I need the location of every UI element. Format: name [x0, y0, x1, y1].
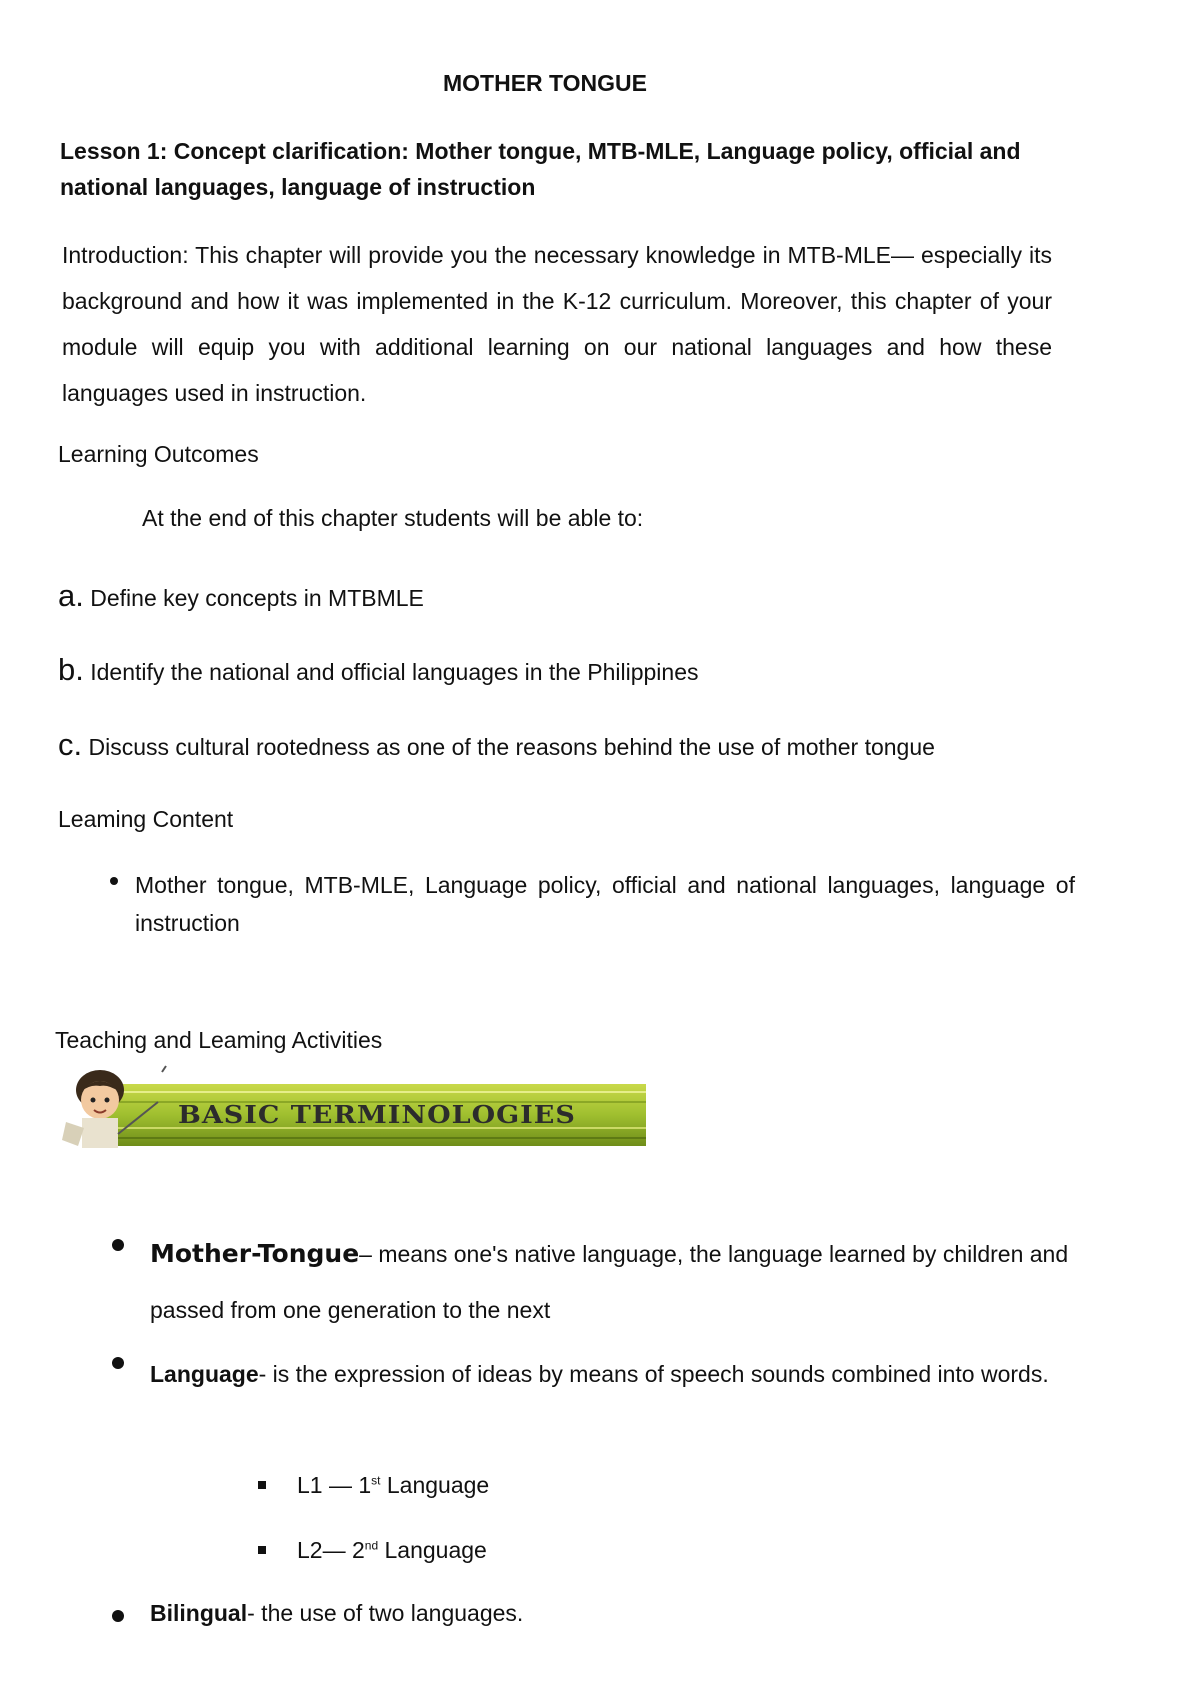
- bullet-icon: [110, 877, 118, 885]
- outcome-text: Define key concepts in MTBMLE: [83, 585, 424, 611]
- learning-content-heading: Leaming Content: [58, 806, 234, 832]
- outcome-text: Discuss cultural rootedness as one of the reasons behind the use of mother tongue: [82, 734, 935, 760]
- basic-terminologies-banner: [58, 1062, 648, 1152]
- bullet-icon: [112, 1610, 124, 1622]
- outcomes-intro: At the end of this chapter students will be able to:: [142, 505, 644, 531]
- outcome-a: [58, 578, 424, 614]
- learning-content-item: Mother tongue, MTB-MLE, Language policy, official and national languages, language of instruction: [135, 872, 1075, 936]
- outcome-letter: b.: [58, 652, 84, 687]
- term-label: Bilingual: [150, 1600, 248, 1626]
- sub-item-prefix: L1 — 1: [297, 1472, 372, 1498]
- sub-item-superscript: st: [371, 1473, 381, 1488]
- outcome-c: [58, 727, 935, 763]
- term-mother-tongue: [150, 1226, 1080, 1338]
- outcome-letter: a.: [58, 578, 84, 613]
- term-definition: the use of two languages.: [254, 1600, 524, 1626]
- sub-item-l2: [297, 1537, 487, 1564]
- document-title: MOTHER TONGUE: [442, 70, 648, 96]
- outcome-b: [58, 652, 698, 688]
- square-bullet-icon: [258, 1546, 266, 1554]
- term-label: Language: [150, 1361, 259, 1387]
- term-label: Mother-Tongue: [150, 1239, 360, 1268]
- bullet-icon: [112, 1239, 124, 1251]
- sub-item-suffix: Language: [378, 1537, 487, 1563]
- sub-item-prefix: L2— 2: [297, 1537, 365, 1563]
- introduction-paragraph: Introduction: This chapter will provide you the necessary knowledge in MTB-MLE— especially its background and how it was implemented in the K-12 curriculum. Moreover, this chapter of your module will equip you with additional learning on our national languages and how these languages used in instruction.: [62, 242, 1052, 406]
- term-definition: means one's native language, the language learned by children and passed from one generation to the next: [150, 1241, 1069, 1323]
- learning-outcomes-heading: Learning Outcomes: [58, 441, 259, 467]
- bullet-icon: [112, 1357, 124, 1369]
- term-dash: –: [359, 1241, 372, 1267]
- outcome-letter: c.: [58, 727, 83, 762]
- square-bullet-icon: [258, 1481, 266, 1489]
- term-dash: -: [247, 1600, 255, 1626]
- sub-item-suffix: Language: [380, 1472, 490, 1498]
- term-bilingual: [150, 1600, 1080, 1627]
- term-dash: -: [258, 1361, 267, 1387]
- sub-item-l1: [297, 1472, 489, 1499]
- activities-heading: Teaching and Leaming Activities: [55, 1027, 383, 1053]
- lesson-heading: Lesson 1: Concept clarification: Mother tongue, MTB-MLE, Language policy, official and national languages, language of instruction: [60, 138, 1021, 200]
- term-definition: is the expression of ideas by means of speech sounds combined into words.: [266, 1361, 1049, 1387]
- sub-item-superscript: nd: [364, 1538, 379, 1553]
- outcome-text: Identify the national and official languages in the Philippines: [83, 659, 699, 685]
- term-language: [150, 1345, 1080, 1403]
- banner-title: BASIC TERMINOLOGIES: [178, 1101, 576, 1130]
